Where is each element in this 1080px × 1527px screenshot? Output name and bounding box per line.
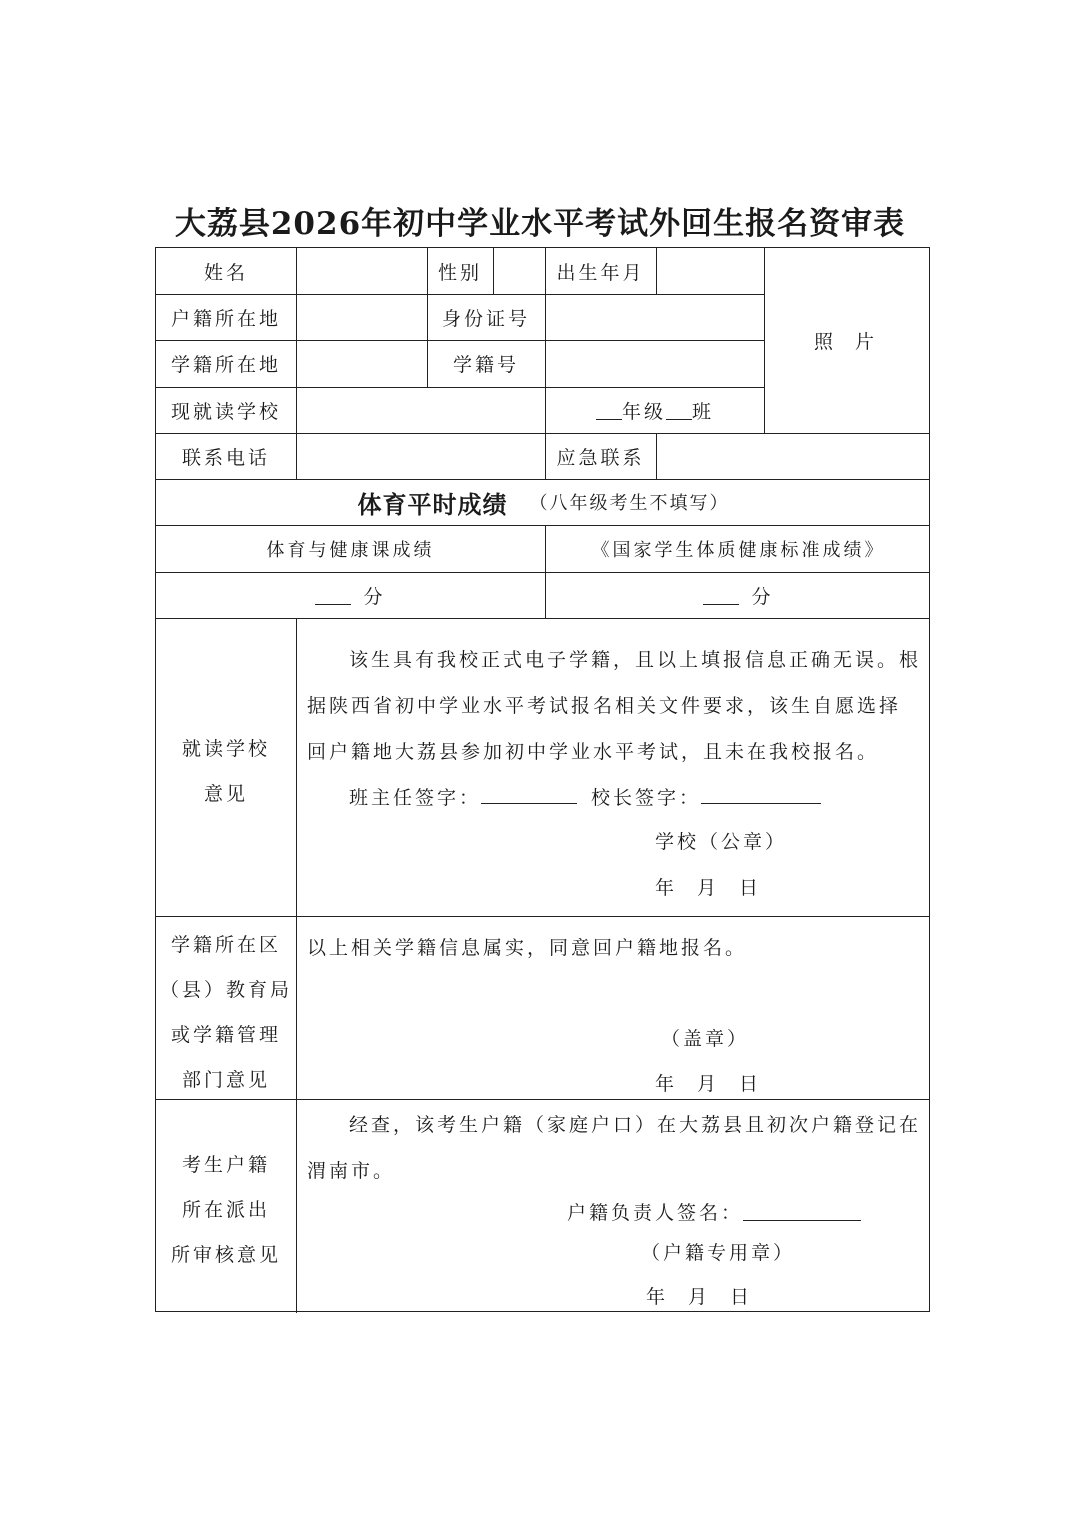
pe-course-score-label: 体育与健康课成绩 [266, 539, 435, 561]
emergency-label: 应急联系 [556, 446, 645, 469]
fitness-standard-score-label: 《国家学生体质健康标准成绩》 [591, 539, 886, 561]
edu-opinion-label [156, 923, 296, 1103]
police-opinion-label [156, 1143, 296, 1278]
huji-officer-sign-blank[interactable] [743, 1202, 861, 1221]
teacher-sign-blank[interactable] [481, 785, 577, 804]
school-opinion-date: 年 月 日 [655, 876, 761, 899]
edu-opinion-label-line4: 部门意见 [181, 1069, 270, 1091]
edu-opinion-date: 年 月 日 [655, 1072, 761, 1095]
school-opinion-text: 该生具有我校正式电子学籍，且以上填报信息正确无误。根据陕西省初中学业水平考试报名相关文件要求，该生自愿选择回户籍地大荔县参加初中学业水平考试，且未在我校报名。 [307, 649, 922, 763]
id-label: 身份证号 [441, 307, 530, 330]
photo-label: 照 片 [813, 331, 883, 353]
fitness-standard-score-field[interactable] [546, 572, 931, 618]
school-signatures [307, 775, 922, 821]
huji-input[interactable] [297, 294, 427, 340]
emergency-input[interactable] [657, 433, 931, 479]
police-opinion-label-line2: 所在派出 [181, 1199, 270, 1221]
class-blank[interactable] [666, 401, 692, 420]
grade-class-field[interactable] [546, 387, 764, 433]
xueji-number-input[interactable] [546, 340, 764, 387]
huji-officer-sign-label: 户籍负责人签名： [567, 1201, 744, 1224]
class-suffix: 班 [692, 400, 715, 423]
phone-input[interactable] [297, 433, 545, 479]
form-title: 大荔县2026年初中学业水平考试外回生报名资审表 [174, 206, 906, 242]
fitness-standard-score-unit: 分 [751, 585, 774, 608]
police-opinion-label-line1: 考生户籍 [181, 1154, 270, 1176]
police-opinion-date: 年 月 日 [646, 1285, 752, 1308]
birth-label: 出生年月 [556, 261, 645, 284]
grade-suffix: 年级 [621, 400, 666, 423]
school-opinion-label-line2: 意见 [203, 783, 248, 805]
id-input[interactable] [546, 294, 764, 340]
huji-officer-sign [567, 1191, 887, 1231]
name-input[interactable] [297, 248, 427, 294]
birth-input[interactable] [657, 248, 764, 294]
huji-label: 户籍所在地 [170, 307, 281, 330]
pe-course-score-unit: 分 [363, 585, 386, 608]
teacher-sign-label: 班主任签字： [349, 787, 482, 809]
principal-sign-blank[interactable] [701, 785, 821, 804]
edu-opinion-label-line3: 或学籍管理 [170, 1024, 281, 1046]
school-opinion-label-line1: 就读学校 [181, 738, 270, 760]
huji-seal: （户籍专用章） [641, 1241, 796, 1264]
photo-box[interactable] [765, 248, 931, 433]
police-opinion-content [307, 1102, 922, 1194]
edu-seal: （盖章） [661, 1027, 750, 1050]
phone-label: 联系电话 [181, 446, 270, 469]
name-label: 姓名 [203, 261, 248, 284]
registration-form [155, 247, 930, 1312]
principal-sign-label: 校长签字： [591, 787, 702, 809]
school-input[interactable] [297, 387, 545, 433]
pe-section-note: （八年级考生不填写） [529, 493, 730, 514]
xueji-location-label: 学籍所在地 [170, 354, 281, 376]
edu-opinion-label-line2: （县）教育局 [159, 979, 292, 1001]
police-opinion-label-line3: 所审核意见 [170, 1244, 281, 1266]
police-opinion-text: 经查，该考生户籍（家庭户口）在大荔县且初次户籍登记在渭南市。 [307, 1114, 922, 1182]
xueji-number-label: 学籍号 [452, 354, 519, 376]
school-label: 现就读学校 [170, 400, 281, 423]
edu-opinion-label-line1: 学籍所在区 [170, 934, 281, 956]
pe-section-header [156, 479, 931, 525]
school-opinion-label [156, 727, 296, 817]
gender-input[interactable] [494, 248, 545, 294]
pe-course-score-blank[interactable] [315, 586, 351, 605]
fitness-standard-score-blank[interactable] [703, 586, 739, 605]
edu-opinion-text: 以上相关学籍信息属实，同意回户籍地报名。 [307, 936, 748, 959]
gender-label: 性别 [437, 261, 482, 284]
grade-blank[interactable] [596, 401, 622, 420]
school-opinion-content [307, 637, 922, 821]
pe-section-title: 体育平时成绩 [357, 490, 508, 519]
pe-course-score-field[interactable] [156, 572, 545, 618]
school-seal: 学校（公章） [655, 830, 788, 853]
xueji-location-input[interactable] [297, 340, 427, 387]
